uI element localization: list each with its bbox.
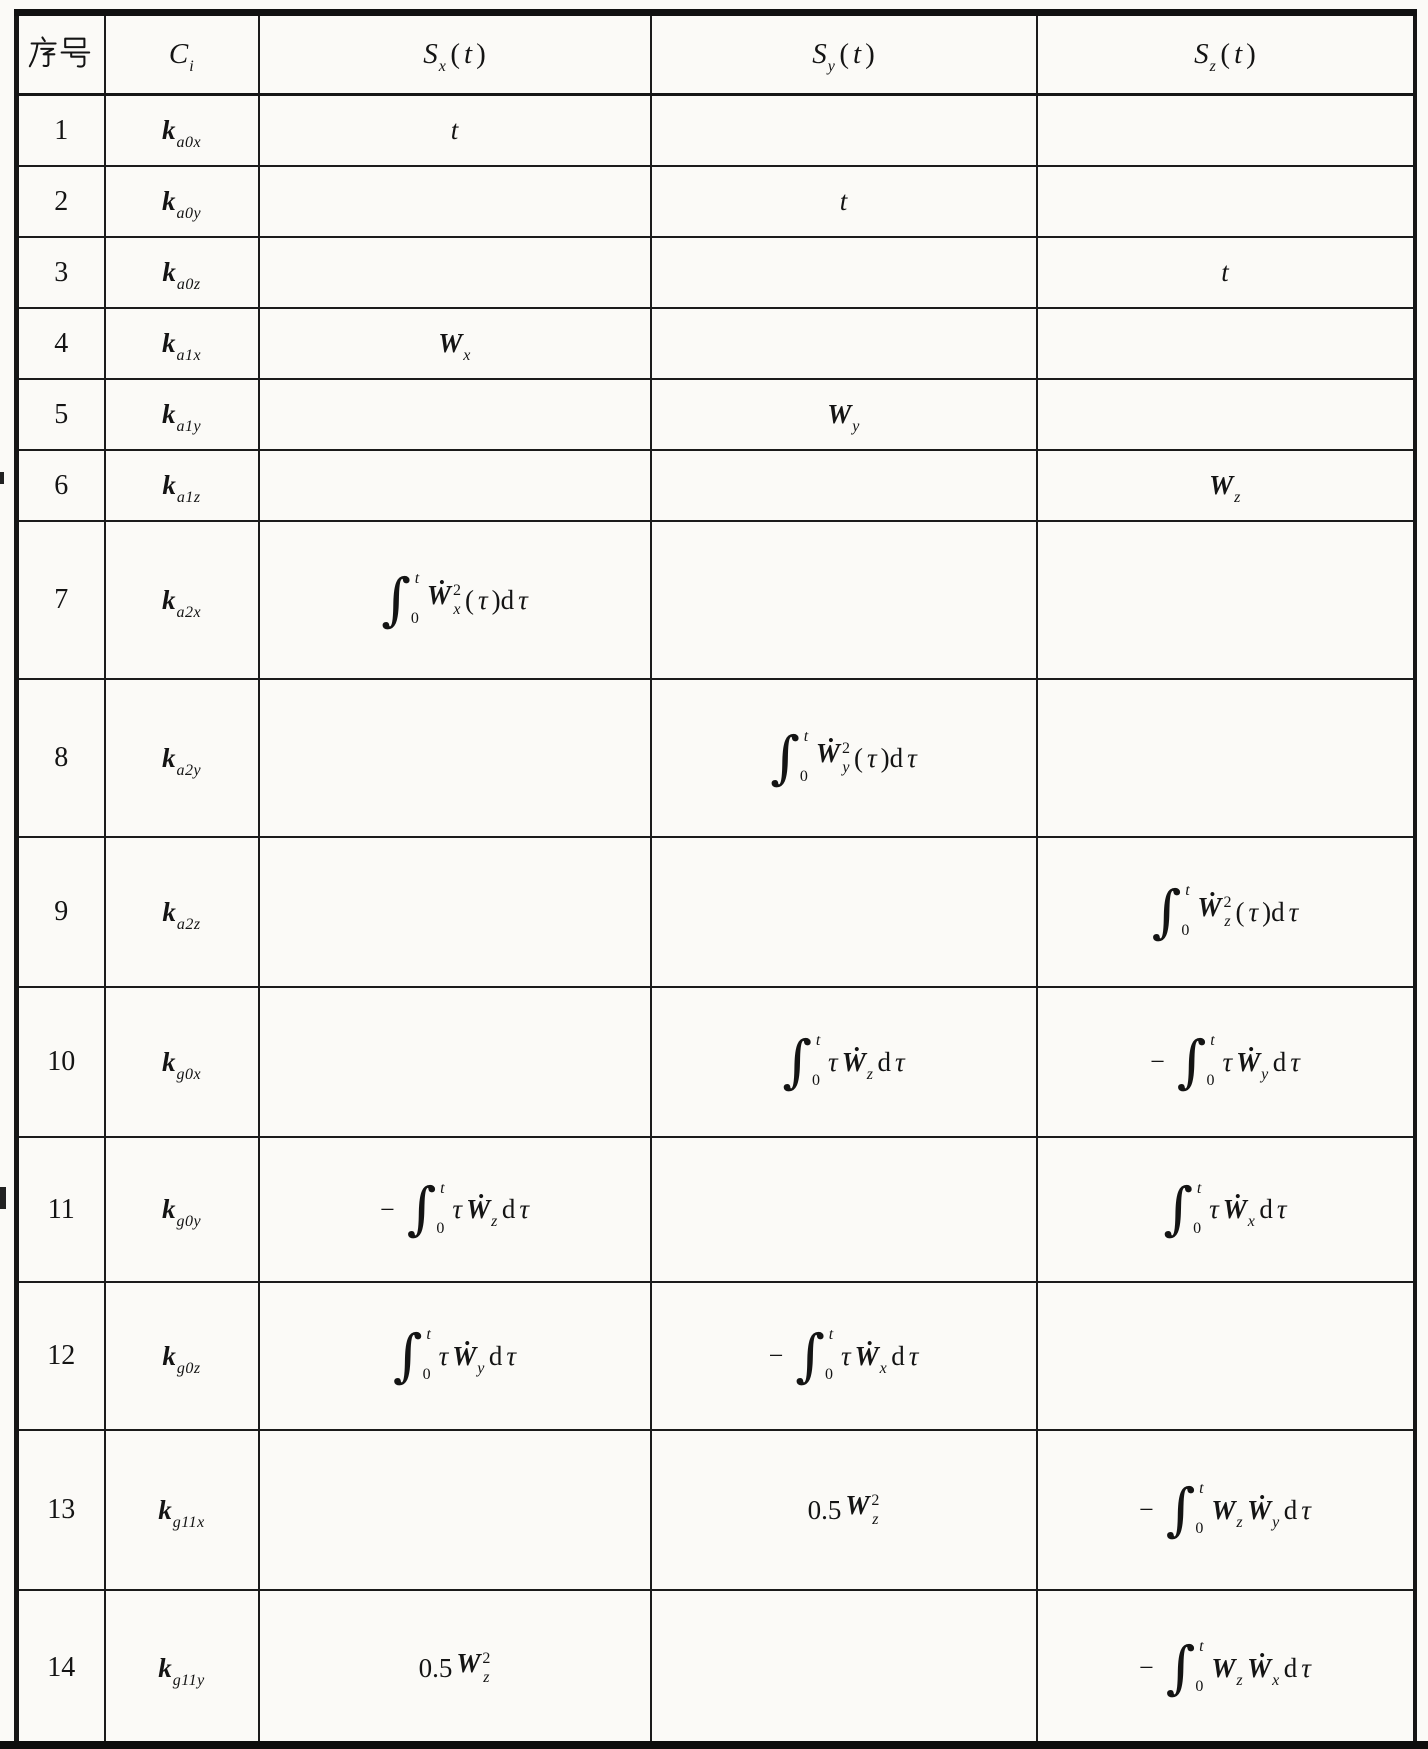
sz-cell bbox=[1037, 237, 1415, 308]
sy-cell bbox=[651, 308, 1037, 379]
sy-cell bbox=[651, 95, 1037, 167]
sz-cell bbox=[1037, 95, 1415, 167]
header-sy bbox=[651, 13, 1037, 95]
coefficient-cell bbox=[105, 237, 259, 308]
coefficient-cell bbox=[105, 521, 259, 679]
coefficient-formula: $k_{a0z}$ bbox=[162, 257, 201, 293]
sy-formula: ∫ t 0 τ Ẇ$_z$ d τ bbox=[782, 1028, 905, 1095]
table-row bbox=[17, 1430, 1415, 1590]
sy-cell bbox=[651, 1137, 1037, 1282]
coefficient-formula: $k_{a2x}$ bbox=[161, 584, 202, 621]
coefficient-formula: $k_{g11x}$ bbox=[158, 1494, 205, 1531]
scan-speck bbox=[0, 472, 4, 484]
sx-cell bbox=[259, 450, 651, 521]
sy-cell bbox=[651, 837, 1037, 987]
table-row bbox=[17, 1282, 1415, 1430]
sy-formula: ∫ t 0 Ẇ 2 y ( τ )d τ bbox=[770, 724, 917, 791]
coefficient-cell bbox=[105, 166, 259, 237]
sy-cell bbox=[651, 987, 1037, 1137]
sx-formula: − ∫ t 0 τ Ẇ$_z$ d τ bbox=[380, 1176, 529, 1243]
coefficient-formula: $k_{g11y}$ bbox=[158, 1652, 205, 1689]
sx-cell bbox=[259, 237, 651, 308]
row-number: 4 bbox=[17, 308, 105, 379]
sz-formula: $W_z$ bbox=[1209, 470, 1241, 506]
sy-formula: 0.5 W 2 z bbox=[807, 1490, 880, 1528]
sz-formula: ∫ t 0 Ẇ 2 z ( τ )d τ bbox=[1151, 878, 1299, 945]
sy-formula: − ∫ t 0 τ Ẇ$_x$ d τ bbox=[768, 1322, 919, 1389]
sx-cell bbox=[259, 1590, 651, 1748]
coefficient-formula: $k_{a2y}$ bbox=[161, 742, 202, 779]
row-number: 12 bbox=[17, 1282, 105, 1430]
sz-cell bbox=[1037, 521, 1415, 679]
coefficient-formula: $k_{a0x}$ bbox=[161, 115, 202, 151]
header-index bbox=[17, 13, 105, 95]
sz-cell bbox=[1037, 379, 1415, 450]
table-row bbox=[17, 308, 1415, 379]
sz-cell bbox=[1037, 308, 1415, 379]
coefficient-formula: $k_{a2z}$ bbox=[162, 896, 201, 933]
sz-cell bbox=[1037, 1282, 1415, 1430]
coefficient-formula: $k_{a0y}$ bbox=[161, 186, 202, 222]
row-number: 6 bbox=[17, 450, 105, 521]
row-number: 2 bbox=[17, 166, 105, 237]
header-row bbox=[17, 13, 1415, 95]
scan-speck bbox=[0, 1187, 6, 1209]
sy-cell bbox=[651, 679, 1037, 837]
coefficient-cell bbox=[105, 679, 259, 837]
coefficient-cell bbox=[105, 1282, 259, 1430]
sz-cell bbox=[1037, 1430, 1415, 1590]
sx-cell bbox=[259, 166, 651, 237]
row-number: 14 bbox=[17, 1590, 105, 1748]
coefficient-cell bbox=[105, 987, 259, 1137]
sz-cell bbox=[1037, 166, 1415, 237]
sy-cell bbox=[651, 1590, 1037, 1748]
sx-cell bbox=[259, 379, 651, 450]
coefficient-cell bbox=[105, 1137, 259, 1282]
sz-cell bbox=[1037, 987, 1415, 1137]
row-number: 11 bbox=[17, 1137, 105, 1282]
sx-cell bbox=[259, 679, 651, 837]
sy-formula: $W_y$ bbox=[827, 399, 860, 435]
sz-formula: − ∫ t 0 $W_z$ Ẇ$_x$ d τ bbox=[1139, 1635, 1311, 1702]
xuhao-glyphs-icon bbox=[28, 36, 94, 69]
row-number: 7 bbox=[17, 521, 105, 679]
sz-formula: − ∫ t 0 τ Ẇ$_y$ d τ bbox=[1150, 1028, 1300, 1095]
sx-formula: $W_x$ bbox=[438, 328, 471, 364]
calibration-coefficient-table bbox=[14, 9, 1417, 1749]
scan-edge-artifact bbox=[0, 1741, 1428, 1749]
header-sx bbox=[259, 13, 651, 95]
sx-cell bbox=[259, 987, 651, 1137]
table-row bbox=[17, 379, 1415, 450]
sy-formula: t bbox=[839, 186, 848, 216]
sx-cell bbox=[259, 837, 651, 987]
coefficient-cell bbox=[105, 837, 259, 987]
header-sz-formula: $S_z$ ( t ) bbox=[1194, 38, 1256, 75]
row-number: 3 bbox=[17, 237, 105, 308]
coefficient-cell bbox=[105, 1590, 259, 1748]
table-row bbox=[17, 679, 1415, 837]
header-sy-formula: $S_y$ ( t ) bbox=[812, 38, 875, 75]
sx-cell bbox=[259, 1430, 651, 1590]
table-row bbox=[17, 1590, 1415, 1748]
sz-formula: − ∫ t 0 $W_z$ Ẇ$_y$ d τ bbox=[1139, 1476, 1311, 1543]
row-number: 1 bbox=[17, 95, 105, 167]
coefficient-cell bbox=[105, 308, 259, 379]
sx-formula: ∫ t 0 τ Ẇ$_y$ d τ bbox=[392, 1322, 517, 1389]
table-row bbox=[17, 166, 1415, 237]
sy-cell bbox=[651, 1430, 1037, 1590]
coefficient-formula: $k_{g0y}$ bbox=[161, 1194, 202, 1230]
coefficient-formula: $k_{g0z}$ bbox=[162, 1340, 201, 1377]
sx-cell bbox=[259, 308, 651, 379]
sx-cell bbox=[259, 95, 651, 167]
header-sx-formula: $S_x$ ( t ) bbox=[423, 38, 486, 75]
sy-cell bbox=[651, 237, 1037, 308]
header-ci bbox=[105, 13, 259, 95]
sx-cell bbox=[259, 521, 651, 679]
sy-cell bbox=[651, 166, 1037, 237]
coefficient-cell bbox=[105, 379, 259, 450]
coefficient-cell bbox=[105, 450, 259, 521]
row-number: 8 bbox=[17, 679, 105, 837]
coefficient-formula: $k_{g0x}$ bbox=[161, 1046, 202, 1083]
sz-cell bbox=[1037, 450, 1415, 521]
sy-cell bbox=[651, 1282, 1037, 1430]
table-row bbox=[17, 450, 1415, 521]
row-number: 9 bbox=[17, 837, 105, 987]
table-row bbox=[17, 95, 1415, 167]
sy-cell bbox=[651, 379, 1037, 450]
coefficient-formula: $k_{a1y}$ bbox=[161, 399, 202, 435]
sx-formula: t bbox=[450, 115, 459, 145]
sx-formula: 0.5 W 2 z bbox=[418, 1648, 491, 1687]
sy-cell bbox=[651, 521, 1037, 679]
sx-cell bbox=[259, 1137, 651, 1282]
coefficient-cell bbox=[105, 95, 259, 167]
sx-cell bbox=[259, 1282, 651, 1430]
table-row bbox=[17, 521, 1415, 679]
table-row bbox=[17, 1137, 1415, 1282]
sz-cell bbox=[1037, 837, 1415, 987]
table-row bbox=[17, 237, 1415, 308]
sx-formula: ∫ t 0 Ẇ 2 x ( τ )d τ bbox=[381, 566, 528, 633]
row-number: 5 bbox=[17, 379, 105, 450]
sz-formula: ∫ t 0 τ Ẇ$_x$ d τ bbox=[1163, 1176, 1287, 1243]
header-ci-formula: $C_i$ bbox=[168, 38, 195, 75]
sz-formula: t bbox=[1221, 257, 1229, 287]
row-number: 10 bbox=[17, 987, 105, 1137]
coefficient-formula: $k_{a1x}$ bbox=[161, 328, 202, 364]
sz-cell bbox=[1037, 1590, 1415, 1748]
coefficient-formula: $k_{a1z}$ bbox=[162, 470, 201, 506]
coefficient-cell bbox=[105, 1430, 259, 1590]
sy-cell bbox=[651, 450, 1037, 521]
table-row bbox=[17, 987, 1415, 1137]
row-number: 13 bbox=[17, 1430, 105, 1590]
sz-cell bbox=[1037, 1137, 1415, 1282]
table-row bbox=[17, 837, 1415, 987]
header-sz bbox=[1037, 13, 1415, 95]
sz-cell bbox=[1037, 679, 1415, 837]
